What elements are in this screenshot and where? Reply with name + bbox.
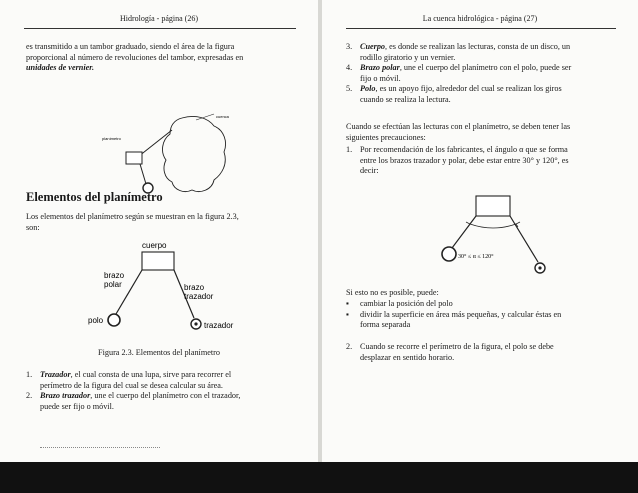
- list-item: [346, 84, 618, 105]
- left-intro-paragraph: [26, 42, 296, 74]
- polar-arm-small: [140, 164, 146, 184]
- angle-polar-arm: [452, 216, 476, 248]
- angle-arc: [470, 224, 516, 228]
- item-text: Cuando se recorre el perímetro de la figura, el polo se debe: [360, 342, 554, 351]
- item-number: 2.: [346, 342, 353, 351]
- scan-bottom-band: [0, 462, 638, 493]
- item-text: , el cual consta de una lupa, sirve para recorrer el: [70, 370, 232, 379]
- else-intro: Si esto no es posible, puede:: [346, 288, 439, 297]
- angle-figure: [432, 188, 572, 284]
- angle-label: 30° ≤ α ≤ 120°: [458, 254, 494, 260]
- label-brazo-trazador: brazo: [184, 283, 205, 292]
- item-text: , une el cuerpo del planímetro con el polo, puede ser: [399, 63, 572, 73]
- label-cuerpo: cuerpo: [142, 241, 167, 250]
- body-box: [142, 252, 174, 270]
- angle-body-box: [476, 196, 510, 216]
- alternatives-list: [346, 299, 618, 331]
- section-intro: [26, 212, 296, 233]
- section-title: Elementos del planímetro: [26, 190, 163, 204]
- precaution-2: [346, 342, 618, 363]
- label-trazador: trazador: [204, 321, 234, 330]
- precautions-intro: [346, 122, 618, 143]
- angle-tracer-arm: [510, 216, 538, 262]
- planimeter-small-figure: [100, 110, 230, 200]
- item-text: fijo o móvil.: [360, 73, 401, 83]
- item-text: , es donde se realizan las lecturas, consta de un disco, un: [385, 42, 571, 51]
- label-brazo-polar: polar: [104, 280, 122, 289]
- right-page: [322, 0, 638, 493]
- list-item: [346, 63, 618, 84]
- planimeter-elements-figure: [80, 236, 250, 338]
- intro-line: proporcional al número de revoluciones del tambor, expresadas en: [26, 52, 244, 62]
- item-term: Brazo polar: [360, 63, 400, 73]
- item-text: puede ser fijo o móvil.: [40, 401, 114, 411]
- bullet-text: forma separada: [360, 320, 411, 330]
- list-item: [346, 42, 618, 63]
- item-number: 4.: [346, 63, 353, 73]
- item-text: entre los brazos trazador y polar, debe estar entre 30° y 120°, es: [360, 155, 569, 165]
- planimeter-body-small: [126, 152, 142, 164]
- left-header-rule: [24, 28, 296, 29]
- item-term: Brazo trazador: [40, 391, 91, 401]
- left-elements-list: [26, 370, 298, 412]
- section-intro-line: Los elementos del planímetro según se muestran en la figura 2.3,: [26, 212, 239, 221]
- precautions-line: Cuando se efectúan las lecturas con el planímetro, se deben tener las: [346, 122, 571, 131]
- angle-tracer-dot: [538, 266, 541, 269]
- intro-line: es transmitido a un tambor graduado, siendo el área de la figura: [26, 42, 235, 51]
- item-number: 2.: [26, 391, 33, 401]
- bullet-marker: ▪: [346, 299, 349, 308]
- bottom-smudge: [40, 447, 160, 448]
- item-term: Polo: [360, 84, 376, 94]
- list-item: [346, 145, 618, 177]
- label-brazo-polar: brazo: [104, 271, 125, 280]
- bullet-text: dividir la superficie en área más pequeñas, y calcular éstas en: [360, 309, 562, 319]
- label-polo: polo: [88, 316, 104, 325]
- item-term: Trazador: [40, 370, 71, 379]
- label-planimetro: planímetro: [102, 136, 121, 141]
- item-text: cuando se realiza la lectura.: [360, 94, 451, 104]
- item-text: , es un apoyo fijo, alrededor del cual se realizan los giros: [375, 84, 562, 94]
- item-number: 3.: [346, 42, 353, 51]
- precaution-1: [346, 145, 618, 177]
- item-text: decir:: [360, 166, 379, 176]
- list-item: [26, 391, 298, 412]
- item-number: 5.: [346, 84, 353, 94]
- section-intro-line: son:: [26, 222, 40, 232]
- basin-outline: [163, 116, 226, 191]
- intro-line: unidades de vernier.: [26, 63, 95, 73]
- item-text: Por recomendación de los fabricantes, el ángulo α que se forma: [360, 145, 568, 154]
- tracer-dot: [194, 322, 197, 325]
- item-number: 1.: [26, 370, 33, 379]
- bullet-item: [346, 310, 618, 331]
- left-page: [0, 0, 318, 493]
- left-page-header: Hidrología - página (26): [120, 14, 198, 23]
- right-page-header: La cuenca hidrológica - página (27): [422, 14, 538, 23]
- item-text: perímetro de la figura del cual se desea calcular su área.: [40, 380, 223, 390]
- item-text: , une el cuerpo del planímetro con el trazador,: [90, 391, 241, 401]
- item-text: desplazar en sentido horario.: [360, 352, 455, 362]
- bullet-item: [346, 299, 618, 310]
- bullet-text: cambiar la posición del polo: [360, 299, 453, 308]
- angle-pole-circle: [442, 247, 456, 261]
- label-cuenca: cuenca: [216, 114, 229, 119]
- item-text: rodillo giratorio y un vernier.: [360, 52, 456, 62]
- bullet-marker: ▪: [346, 309, 349, 319]
- list-item: [26, 370, 298, 391]
- item-term: Cuerpo: [360, 42, 386, 51]
- item-number: 1.: [346, 145, 353, 154]
- right-elements-list: [346, 42, 618, 106]
- label-brazo-trazador: trazador: [184, 292, 214, 301]
- figure-caption: Figura 2.3. Elementos del planímetro: [98, 348, 220, 357]
- right-header-rule: [346, 28, 616, 29]
- precautions-line: siguientes precauciones:: [346, 132, 426, 142]
- pole-circle: [108, 314, 120, 326]
- list-item: [346, 342, 618, 363]
